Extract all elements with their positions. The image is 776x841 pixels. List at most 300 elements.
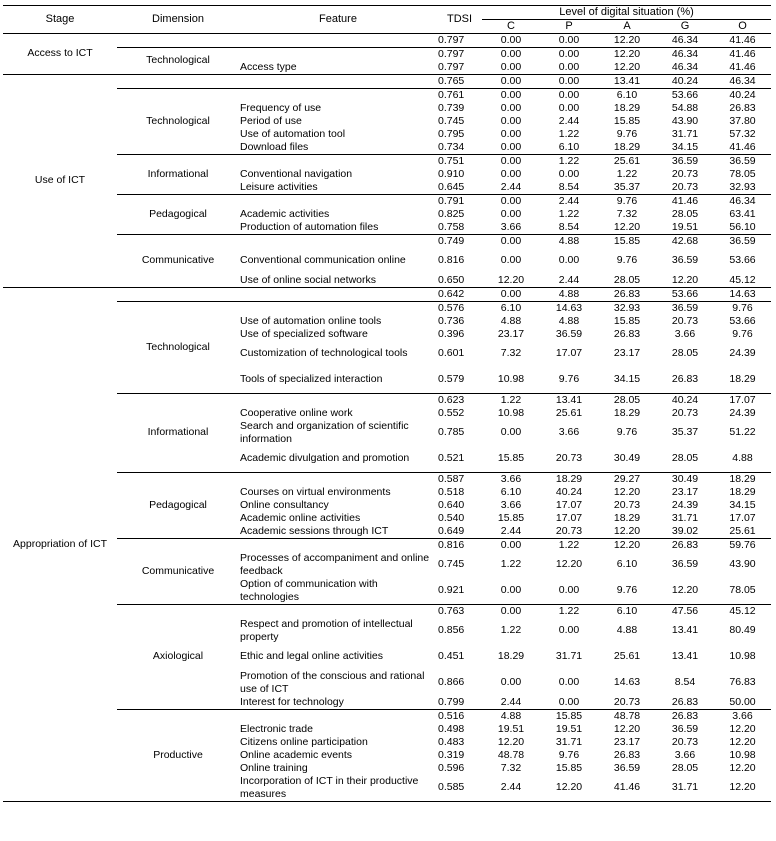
level-cell: 24.39 xyxy=(729,347,756,360)
feature-cell xyxy=(239,47,437,61)
level-cell: 46.34 xyxy=(714,194,771,208)
level-cell: 36.59 xyxy=(714,234,771,248)
level-cell: 31.71 xyxy=(671,127,699,140)
level-cell: 0.00 xyxy=(482,234,540,248)
level-cell: 43.90 xyxy=(671,114,699,127)
level-cell: 18.29 xyxy=(613,406,641,419)
header-stage: Stage xyxy=(3,6,117,34)
tdsi-cell: 0.797 xyxy=(437,47,482,61)
level-cell: 3.66 xyxy=(714,709,771,723)
dimension-cell: Informational xyxy=(117,393,239,472)
table-row xyxy=(3,88,771,102)
tdsi-cell: 0.585 xyxy=(437,775,482,802)
level-cell: 12.20 xyxy=(598,538,656,552)
level-cell: 36.59 xyxy=(656,154,714,168)
tdsi-cell: 0.761 xyxy=(437,88,482,102)
level-cell: 40.24 xyxy=(671,74,699,87)
level-cell: 0.00 xyxy=(500,584,522,597)
level-cell: 26.83 xyxy=(656,538,714,552)
feature-cell: Citizens online participation xyxy=(240,735,368,748)
feature-cell: Promotion of the conscious and rational use of ICT xyxy=(240,670,425,695)
level-cell: 18.29 xyxy=(714,472,771,486)
table-row xyxy=(3,604,771,618)
level-cell: 36.59 xyxy=(671,558,699,571)
level-cell: 1.22 xyxy=(500,558,522,571)
tdsi-cell: 0.396 xyxy=(438,327,465,340)
feature-cell xyxy=(239,74,437,88)
feature-cell: Incorporation of ICT in their productive measures xyxy=(239,775,437,802)
level-cell: 46.34 xyxy=(656,61,714,75)
level-cell: 25.61 xyxy=(613,650,641,663)
tdsi-cell: 0.856 xyxy=(438,624,465,637)
level-cell: 15.85 xyxy=(598,234,656,248)
level-cell: 31.71 xyxy=(555,650,583,663)
level-cell: 15.85 xyxy=(613,314,641,327)
feature-cell: Online academic events xyxy=(240,748,353,761)
level-cell: 1.22 xyxy=(482,393,540,407)
feature-cell: Academic activities xyxy=(240,207,330,220)
tdsi-cell: 0.910 xyxy=(438,167,465,180)
level-cell: 59.76 xyxy=(714,538,771,552)
level-cell: 20.73 xyxy=(671,167,699,180)
level-cell: 47.56 xyxy=(656,604,714,618)
tdsi-cell: 0.640 xyxy=(438,498,465,511)
tdsi-cell: 0.601 xyxy=(438,347,465,360)
tdsi-cell: 0.785 xyxy=(438,426,465,439)
level-cell: 12.20 xyxy=(613,722,641,735)
level-cell: 4.88 xyxy=(482,709,540,723)
tdsi-cell: 0.745 xyxy=(438,114,465,127)
level-cell: 32.93 xyxy=(729,180,756,193)
level-cell: 37.80 xyxy=(729,114,756,127)
level-cell: 80.49 xyxy=(729,624,756,637)
tdsi-cell: 0.552 xyxy=(438,406,465,419)
level-cell: 7.32 xyxy=(500,347,522,360)
level-cell: 19.51 xyxy=(497,722,525,735)
feature-cell: Interest for technology xyxy=(240,695,344,708)
level-cell: 36.59 xyxy=(555,327,583,340)
level-cell: 7.32 xyxy=(616,207,638,220)
feature-cell: Access type xyxy=(239,61,437,75)
level-cell: 56.10 xyxy=(729,220,756,233)
level-cell: 28.05 xyxy=(598,274,656,288)
level-cell: 57.32 xyxy=(729,127,756,140)
level-cell: 25.61 xyxy=(598,154,656,168)
level-cell: 1.22 xyxy=(500,624,522,637)
tdsi-cell: 0.587 xyxy=(437,472,482,486)
tdsi-cell: 0.576 xyxy=(437,301,482,315)
feature-cell: Academic online activities xyxy=(240,511,361,524)
tdsi-cell: 0.645 xyxy=(438,180,465,193)
tdsi-cell: 0.795 xyxy=(438,127,465,140)
level-cell: 3.66 xyxy=(500,498,522,511)
tdsi-cell: 0.921 xyxy=(438,584,465,597)
table-row xyxy=(3,393,771,407)
feature-cell: Electronic trade xyxy=(240,722,313,735)
feature-cell: Online consultancy xyxy=(240,498,329,511)
level-cell: 29.27 xyxy=(598,472,656,486)
table-row xyxy=(3,472,771,486)
level-cell: 1.22 xyxy=(540,154,598,168)
level-cell: 18.29 xyxy=(613,511,641,524)
level-cell: 46.34 xyxy=(729,74,756,87)
feature-cell: Tools of specialized interaction xyxy=(240,373,383,386)
header-dimension: Dimension xyxy=(117,6,239,34)
dimension-cell xyxy=(117,287,239,301)
level-cell: 51.22 xyxy=(729,426,756,439)
tdsi-cell: 0.623 xyxy=(437,393,482,407)
level-cell: 30.49 xyxy=(656,472,714,486)
level-cell: 9.76 xyxy=(616,127,638,140)
level-cell: 20.73 xyxy=(671,180,699,193)
level-cell: 2.44 xyxy=(482,775,540,802)
level-cell: 41.46 xyxy=(714,47,771,61)
level-cell: 4.88 xyxy=(500,314,522,327)
level-cell: 12.20 xyxy=(555,558,583,571)
feature-cell: Cooperative online work xyxy=(240,406,353,419)
level-cell: 0.00 xyxy=(558,74,580,87)
stage-cell: Use of ICT xyxy=(3,74,117,287)
level-cell: 3.66 xyxy=(500,220,522,233)
level-cell: 4.88 xyxy=(558,287,580,300)
level-cell: 0.00 xyxy=(558,584,580,597)
level-cell: 18.29 xyxy=(497,650,525,663)
level-cell: 35.37 xyxy=(613,180,641,193)
tdsi-cell: 0.579 xyxy=(438,373,465,386)
level-cell: 63.41 xyxy=(729,207,756,220)
level-cell: 17.07 xyxy=(714,393,771,407)
level-cell: 36.59 xyxy=(656,301,714,315)
level-cell: 20.73 xyxy=(671,406,699,419)
feature-cell xyxy=(239,393,437,407)
level-cell: 15.85 xyxy=(555,761,583,774)
tdsi-cell: 0.498 xyxy=(438,722,465,735)
level-cell: 42.68 xyxy=(656,234,714,248)
level-cell: 28.05 xyxy=(671,347,699,360)
feature-cell: Conventional communication online xyxy=(240,254,406,267)
level-cell: 20.73 xyxy=(555,524,583,537)
header-tdsi: TDSI xyxy=(437,6,482,34)
level-cell: 78.05 xyxy=(729,167,756,180)
level-cell: 78.05 xyxy=(729,584,756,597)
level-cell: 0.00 xyxy=(500,254,522,267)
tdsi-cell: 0.816 xyxy=(438,254,465,267)
level-cell: 18.29 xyxy=(729,485,756,498)
level-cell: 1.22 xyxy=(616,167,638,180)
level-cell: 7.32 xyxy=(500,761,522,774)
level-cell: 32.93 xyxy=(598,301,656,315)
level-cell: 31.71 xyxy=(671,511,699,524)
table-row xyxy=(3,74,771,88)
level-cell: 12.20 xyxy=(613,485,641,498)
level-cell: 36.59 xyxy=(714,154,771,168)
level-cell: 9.76 xyxy=(616,426,638,439)
level-cell: 31.71 xyxy=(656,775,714,802)
level-cell: 0.00 xyxy=(482,538,540,552)
tdsi-cell: 0.596 xyxy=(438,761,465,774)
tdsi-cell: 0.797 xyxy=(437,61,482,75)
table-row xyxy=(3,33,771,47)
level-cell: 19.51 xyxy=(555,722,583,735)
level-cell: 0.00 xyxy=(482,154,540,168)
level-cell: 17.07 xyxy=(555,498,583,511)
dimension-cell: Communicative xyxy=(117,538,239,604)
level-cell: 0.00 xyxy=(482,88,540,102)
stage-cell: Access to ICT xyxy=(3,33,117,74)
level-cell: 34.15 xyxy=(729,498,756,511)
level-cell: 3.66 xyxy=(674,327,696,340)
level-cell: 0.00 xyxy=(558,101,580,114)
level-cell: 0.00 xyxy=(558,624,580,637)
level-cell: 54.88 xyxy=(671,101,699,114)
level-cell: 12.20 xyxy=(714,775,771,802)
level-cell: 43.90 xyxy=(729,558,756,571)
level-cell: 53.66 xyxy=(729,314,756,327)
level-cell: 28.05 xyxy=(598,393,656,407)
level-cell: 0.00 xyxy=(482,61,540,75)
level-cell: 17.07 xyxy=(729,511,756,524)
level-cell: 28.05 xyxy=(671,761,699,774)
level-cell: 8.54 xyxy=(558,180,580,193)
level-cell: 12.20 xyxy=(540,775,598,802)
feature-cell: Download files xyxy=(240,140,309,153)
feature-cell: Processes of accompaniment and online feedback xyxy=(240,552,430,577)
feature-cell xyxy=(239,194,437,208)
level-cell: 12.20 xyxy=(613,220,641,233)
tdsi-cell: 0.739 xyxy=(438,101,465,114)
level-cell: 0.00 xyxy=(558,33,580,46)
level-cell: 1.22 xyxy=(558,207,580,220)
level-cell: 46.34 xyxy=(671,33,699,46)
table-row xyxy=(3,538,771,552)
level-cell: 2.44 xyxy=(500,524,522,537)
level-cell: 2.44 xyxy=(500,695,522,708)
tdsi-cell: 0.451 xyxy=(438,650,465,663)
level-cell: 0.00 xyxy=(540,61,598,75)
tdsi-cell: 0.518 xyxy=(438,485,465,498)
level-cell: 45.12 xyxy=(714,274,771,288)
level-cell: 20.73 xyxy=(671,735,699,748)
level-cell: 0.00 xyxy=(558,695,580,708)
level-cell: 0.00 xyxy=(500,167,522,180)
feature-cell: Conventional navigation xyxy=(240,167,353,180)
dimension-cell: Technological xyxy=(117,88,239,154)
level-cell: 76.83 xyxy=(729,676,756,689)
level-cell: 20.73 xyxy=(613,695,641,708)
feature-cell xyxy=(239,33,437,47)
level-cell: 9.76 xyxy=(616,584,638,597)
level-cell: 23.17 xyxy=(671,485,699,498)
dimension-cell xyxy=(117,33,239,47)
level-cell: 41.46 xyxy=(714,61,771,75)
level-cell: 31.71 xyxy=(555,735,583,748)
tdsi-cell: 0.797 xyxy=(438,33,465,46)
level-cell: 14.63 xyxy=(613,676,641,689)
level-cell: 26.83 xyxy=(671,695,699,708)
header-level-g: G xyxy=(656,20,714,34)
feature-cell xyxy=(239,538,437,552)
level-cell: 9.76 xyxy=(732,327,753,340)
feature-cell: Frequency of use xyxy=(240,101,322,114)
level-cell: 46.34 xyxy=(656,47,714,61)
level-cell: 9.76 xyxy=(598,194,656,208)
level-cell: 0.00 xyxy=(500,114,522,127)
level-cell: 0.00 xyxy=(558,167,580,180)
level-cell: 4.88 xyxy=(732,452,753,465)
dimension-cell: Pedagogical xyxy=(117,472,239,538)
level-cell: 9.76 xyxy=(558,748,580,761)
dimension-cell: Pedagogical xyxy=(117,194,239,234)
level-cell: 4.88 xyxy=(540,234,598,248)
tdsi-cell: 0.751 xyxy=(437,154,482,168)
level-cell: 18.29 xyxy=(540,472,598,486)
level-cell: 17.07 xyxy=(555,511,583,524)
feature-cell: Option of communication with technologies xyxy=(240,578,378,603)
dimension-cell: Axiological xyxy=(117,604,239,709)
level-cell: 0.00 xyxy=(500,207,522,220)
level-cell: 9.76 xyxy=(558,373,580,386)
tdsi-table xyxy=(3,5,771,802)
level-cell: 24.39 xyxy=(729,406,756,419)
level-cell: 12.20 xyxy=(656,274,714,288)
header-level-p: P xyxy=(540,20,598,34)
level-cell: 24.39 xyxy=(671,498,699,511)
level-cell: 25.61 xyxy=(555,406,583,419)
level-cell: 8.54 xyxy=(558,220,580,233)
level-cell: 34.15 xyxy=(671,140,699,153)
level-cell: 15.85 xyxy=(497,452,525,465)
level-cell: 20.73 xyxy=(613,498,641,511)
level-cell: 8.54 xyxy=(674,676,696,689)
level-cell: 23.17 xyxy=(613,347,641,360)
feature-cell: Courses on virtual environments xyxy=(240,485,391,498)
level-cell: 12.20 xyxy=(598,61,656,75)
level-cell: 26.83 xyxy=(656,709,714,723)
level-cell: 0.00 xyxy=(500,33,522,46)
level-cell: 23.17 xyxy=(497,327,525,340)
dimension-cell: Productive xyxy=(117,709,239,801)
tdsi-cell: 0.799 xyxy=(438,695,465,708)
level-cell: 26.83 xyxy=(729,101,756,114)
feature-cell xyxy=(239,234,437,248)
level-cell: 2.44 xyxy=(500,180,522,193)
level-cell: 6.10 xyxy=(598,604,656,618)
level-cell: 15.85 xyxy=(540,709,598,723)
tdsi-cell: 0.816 xyxy=(437,538,482,552)
level-cell: 18.29 xyxy=(729,373,756,386)
level-cell: 50.00 xyxy=(729,695,756,708)
dimension-cell: Communicative xyxy=(117,234,239,287)
level-cell: 53.66 xyxy=(656,88,714,102)
level-cell: 26.83 xyxy=(613,287,641,300)
level-cell: 9.76 xyxy=(616,254,638,267)
header-feature: Feature xyxy=(239,6,437,34)
tdsi-cell: 0.516 xyxy=(437,709,482,723)
level-cell: 0.00 xyxy=(540,47,598,61)
dimension-cell: Informational xyxy=(117,154,239,194)
level-cell: 1.22 xyxy=(540,538,598,552)
level-cell: 0.00 xyxy=(558,676,580,689)
stage-cell: Appropriation of ICT xyxy=(3,287,117,801)
table-row xyxy=(3,154,771,168)
table-row xyxy=(3,287,771,301)
level-cell: 40.24 xyxy=(714,88,771,102)
level-cell: 40.24 xyxy=(656,393,714,407)
level-cell: 0.00 xyxy=(482,604,540,618)
level-cell: 13.41 xyxy=(671,650,699,663)
level-cell: 10.98 xyxy=(497,406,525,419)
tdsi-cell: 0.319 xyxy=(438,748,465,761)
level-cell: 36.59 xyxy=(671,254,699,267)
level-cell: 15.85 xyxy=(613,114,641,127)
level-cell: 14.63 xyxy=(540,301,598,315)
feature-cell: Online training xyxy=(240,761,308,774)
feature-cell: Use of automation tool xyxy=(240,127,346,140)
table-row xyxy=(3,709,771,723)
level-cell: 1.22 xyxy=(558,127,580,140)
header-level-c: C xyxy=(482,20,540,34)
level-cell: 41.46 xyxy=(656,194,714,208)
level-cell: 13.41 xyxy=(671,624,699,637)
level-cell: 23.17 xyxy=(613,735,641,748)
level-cell: 20.73 xyxy=(671,314,699,327)
feature-cell: Respect and promotion of intellectual property xyxy=(240,618,413,643)
tdsi-cell: 0.649 xyxy=(438,524,465,537)
feature-cell: Academic divulgation and promotion xyxy=(240,452,410,465)
feature-cell xyxy=(239,301,437,315)
level-cell: 3.66 xyxy=(558,426,580,439)
level-cell: 6.10 xyxy=(482,301,540,315)
tdsi-cell: 0.765 xyxy=(438,74,465,87)
level-cell: 30.49 xyxy=(613,452,641,465)
level-cell: 0.00 xyxy=(500,74,522,87)
feature-cell: Use of automation online tools xyxy=(240,314,382,327)
feature-cell xyxy=(239,88,437,102)
level-cell: 0.00 xyxy=(558,254,580,267)
level-cell: 0.00 xyxy=(500,127,522,140)
feature-cell: Production of automation files xyxy=(240,220,379,233)
level-cell: 18.29 xyxy=(613,101,641,114)
table-row xyxy=(3,194,771,208)
level-cell: 10.98 xyxy=(729,748,756,761)
level-cell: 39.02 xyxy=(671,524,699,537)
tdsi-cell: 0.791 xyxy=(437,194,482,208)
level-cell: 25.61 xyxy=(729,524,756,537)
level-cell: 6.10 xyxy=(558,140,580,153)
feature-cell xyxy=(239,154,437,168)
level-cell: 40.24 xyxy=(555,485,583,498)
tdsi-cell: 0.642 xyxy=(438,287,465,300)
feature-cell: Search and organization of scientific information xyxy=(240,420,409,445)
level-cell: 19.51 xyxy=(671,220,699,233)
tdsi-cell: 0.483 xyxy=(438,735,465,748)
table-body xyxy=(3,33,771,801)
level-cell: 3.66 xyxy=(674,748,696,761)
level-cell: 15.85 xyxy=(497,511,525,524)
tdsi-cell: 0.736 xyxy=(438,314,465,327)
level-cell: 0.00 xyxy=(500,426,522,439)
level-cell: 36.59 xyxy=(613,761,641,774)
level-cell: 53.66 xyxy=(729,254,756,267)
level-cell: 0.00 xyxy=(482,47,540,61)
level-cell: 3.66 xyxy=(482,472,540,486)
level-cell: 10.98 xyxy=(497,373,525,386)
header-level-a: A xyxy=(598,20,656,34)
level-cell: 18.29 xyxy=(613,140,641,153)
level-cell: 4.88 xyxy=(616,624,638,637)
level-cell: 13.41 xyxy=(613,74,641,87)
level-cell: 35.37 xyxy=(671,426,699,439)
